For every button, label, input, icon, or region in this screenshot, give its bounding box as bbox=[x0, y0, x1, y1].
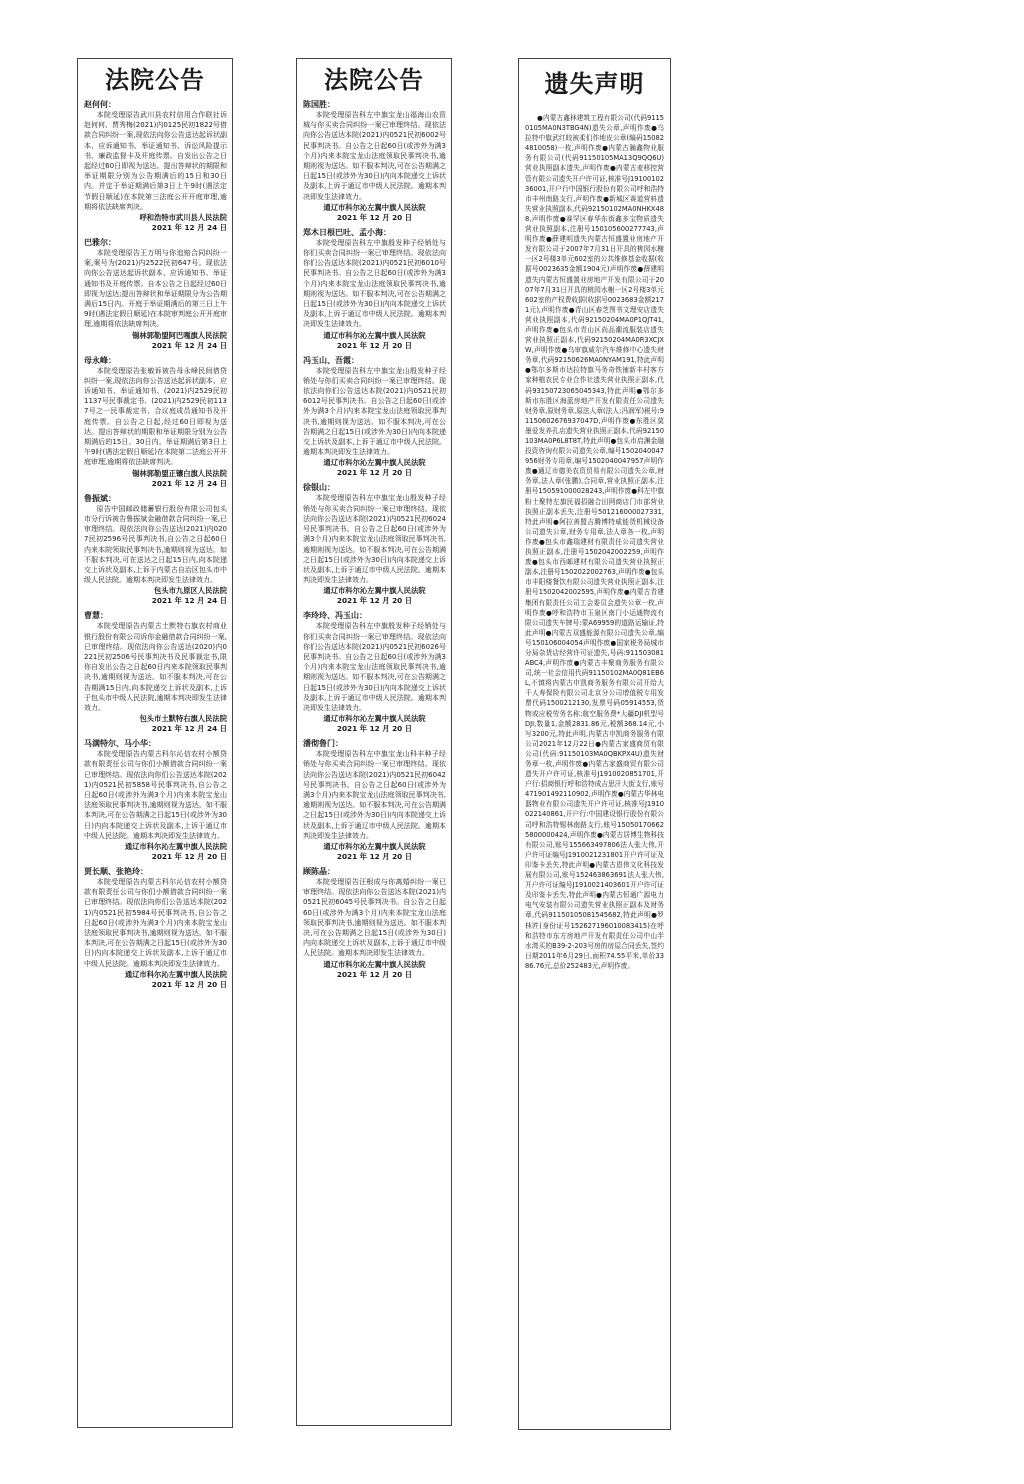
notice-body: 本院受理原告王万明与你追赔合同纠纷一案,案号为(2021)内2522民初647号。现依法向你公告送达起诉状副本、应诉通知书、举证通知书及开庭传票。自本公告之日起经过60日即视为送达;提出答辩状和举证期限分为公告期满后15日内。开庭于举证期满后的第三日上午9时(遇法定假日顺延)在本院审判庭公开开庭审理,逾期将依法缺席判决。 bbox=[84, 249, 227, 329]
notice-date: 2021 年 12 月 24 日 bbox=[151, 223, 227, 233]
notice-court-name: 锡林郭勒盟阿巴嘎旗人民法院 bbox=[132, 330, 227, 340]
notice-court-name: 通辽市科尔沁左翼中旗人民法院 bbox=[323, 458, 426, 468]
notice-date: 2021 年 12 月 24 日 bbox=[151, 340, 227, 350]
court-notice bbox=[297, 610, 451, 734]
notice-body: 本院受理原告科左中旗宝龙山殷发种子经销处与你买卖合同纠纷一案已审理终结。现依法向你公告送达本院(2021)内0521民初6024号民事判决书。自公告之日起60日(或涉外为满3个月)内来本院宝龙山法庭领取民事判决书,逾期则视为送达。如不服本判决,可在公告期满之日起15日(或涉外为30日)内向本院递交上诉状及副本,上诉于通辽市中级人民法院。逾期本判决即发生法律效力。 bbox=[303, 494, 446, 585]
court-notice bbox=[297, 866, 451, 980]
notice-date: 2021 年 12 月 20 日 bbox=[336, 340, 413, 350]
notice-body: 本院受理原告科左中旗宝龙山福海山农资城与你买卖合同纠纷一案已审理终结。现依法向你公告送达本院(2021)内0521民初6002号民事判决书。自公告之日起60日(或涉外为满3个月)内来本院宝龙山法庭领取民事判决书,逾期则视为送达。如不服本判决,可在公告期满之日起15日(或涉外为30日)内向本院递交上诉状及副本,上诉于通辽市中级人民法院。逾期本判决即发生法律效力。 bbox=[303, 111, 446, 201]
court-notice bbox=[78, 99, 232, 233]
notice-court-name: 锡林郭勒盟正镶白旗人民法院 bbox=[132, 468, 227, 478]
court-notice bbox=[297, 99, 451, 223]
notice-addressee: 潘彻鲁门： bbox=[303, 739, 343, 749]
notice-date: 2021 年 12 月 24 日 bbox=[151, 724, 227, 734]
notice-date: 2021 年 12 月 20 日 bbox=[336, 212, 413, 222]
court-notice bbox=[297, 355, 451, 479]
notice-court-name: 通辽市科尔沁左翼中旗人民法院 bbox=[323, 586, 426, 596]
notice-addressee: 郑木日根巴吐、孟小海： bbox=[303, 227, 391, 237]
column-title: 遗失声明 bbox=[544, 70, 645, 98]
notice-date: 2021 年 12 月 24 日 bbox=[151, 478, 227, 488]
notice-addressee: 马满特尔、马小华： bbox=[84, 739, 156, 749]
notice-date: 2021 年 12 月 20 日 bbox=[151, 979, 227, 989]
court-notice bbox=[78, 493, 232, 607]
notice-body: 原告中国邮政储蓄银行股份有限公司包头市分行诉被告鲁振斌金融借款合同纠纷一案,已审理终结。现依法向你公告送达(2021)内0207民初2596号民事判决书,自公告之日起60日内来本院领取民事判决书,逾期则视为送达。如不服本判决,可在送达之日起15日内,向本院递交上诉状及副本,上诉于内蒙古自治区包头市中级人民法院。逾期本判决即发生法律效力。 bbox=[84, 504, 227, 585]
notice-court-name: 通辽市科尔沁左翼中旗人民法院 bbox=[124, 841, 227, 851]
notice-body: 本院受理原告科左中旗殷发种子经销处与你们买卖合同纠纷一案已审理终结。现依法向你们公告送达本院(2021)内0521民初6010号民事判决书。自公告之日起60日(或涉外为满3个月)内来本院宝龙山法庭领取民事判决书,逾期则视为送达。如不服本判决,可在公告期满之日起15日(或涉外为30日)内向本院递交上诉状及副本,上诉于通辽市中级人民法院。逾期本判决即发生法律效力。 bbox=[303, 238, 446, 329]
notice-date: 2021 年 12 月 20 日 bbox=[336, 851, 413, 861]
notice-body: 本院受理原告科左中旗宝龙山科丰种子经销处与你买卖合同纠纷一案已审理终结。现依法向你公告送达本院(2021)内0521民初6042号民事判决书。自公告之日起60日(或涉外为满3个月)内来本院宝龙山法庭领取民事判决书,逾期则视为送达。如不服本判决,可在公告期满之日起15日(或涉外为30日)内向本院递交上诉状及副本,上诉于通辽市中级人民法院。逾期本判决即发生法律效力。 bbox=[303, 750, 446, 840]
notice-addressee: 赵何何： bbox=[84, 100, 116, 109]
notice-date: 2021 年 12 月 24 日 bbox=[151, 596, 227, 606]
notice-body: 本院受理原告内蒙古科尔沁信农村小额贷款有限责任公司与你们小额借款合同纠纷一案已审理终结。现依法向你们公告送达本院(2021)内0521民初5984号民事判决书,自公告之日起60日(或涉外为满3个月)内来本院宝龙山法庭领取民事判决书,逾期则视为送达。如不服本判决,可在公告期满之日起15日(或涉外为30日)内向本院递交上诉状及副本,上诉于通辽市中级人民法院。逾期本判决即发生法律效力。 bbox=[84, 877, 227, 968]
court-notice-column-2 bbox=[296, 58, 452, 1426]
notice-body: 本院受理原告内蒙古土默特右旗农村商业银行股份有限公司诉你金融借款合同纠纷一案,已审理终结。现依法向你公告送达(2020)内0221民初2506号民事判决书及民事裁定书,限你自发出公告之日起60日内来本院领取民事判决书,逾期则视为送达。如不服本判决,可在公告期满15日内,向本院递交上诉状及副本,上诉于包头市中级人民法院,逾期本判决即发生法律效力。 bbox=[84, 622, 227, 712]
notice-date: 2021 年 12 月 20 日 bbox=[151, 851, 227, 861]
notice-addressee: 顾陈晶： bbox=[303, 866, 335, 876]
notice-court-name: 呼和浩特市武川县人民法院 bbox=[139, 213, 227, 223]
court-notice bbox=[78, 237, 232, 351]
notice-date: 2021 年 12 月 20 日 bbox=[336, 468, 413, 478]
column-title: 法院公告 bbox=[105, 66, 205, 94]
notice-body: 本院受理原告汪根成与你离婚纠纷一案已审理终结。现依法向你公告送达本院(2021)内0521民初6045号民事判决书。自公告之日起60日(或涉外为满3个月)内来本院宝龙山法庭领取民事判决书,逾期则视为送达。如不服本判决,可在公告期满之日起15日(或涉外为30日)内向本院递交上诉状及副本,上诉于通辽市中级人民法院。逾期本判决即发生法律效力。 bbox=[303, 877, 446, 958]
notice-addressee: 冯玉山、吾霞： bbox=[303, 355, 359, 365]
court-notice bbox=[78, 738, 232, 862]
notice-date: 2021 年 12 月 20 日 bbox=[336, 596, 413, 606]
notice-body: 本院受理原告武川县农村信用合作联社诉赵何何、贾秀梅(2021)内0125民初1822号借款合同纠纷一案,现依法向你公告送达起诉状副本、应诉通知书、举证通知书、诉讼风险提示书、廉政监督卡及开庭传票。自发出公告之日起经过60日即视为送达。提出答辩状的期限和举证期限分别为公告期满后的15日和30日内。并定于举证期满后第3日上午9时(遇法定节假日顺延)在本院第三法庭公开开庭审理,逾期将依法缺席判决。 bbox=[84, 111, 227, 211]
notice-court-name: 包头市九原区人民法院 bbox=[154, 586, 227, 596]
notice-addressee: 徐银山： bbox=[303, 483, 335, 493]
notice-body: 本院受理原告内蒙古科尔沁信农村小额贷款有限责任公司与你们小额借款合同纠纷一案已审理终结。现依法向你们公告送达本院(2021)内0521民初5858号民事判决书,自公告之日起60日(或涉外为满3个月)内来本院宝龙山法庭领取民事判决书,逾期则视为送达。如不服本判决,可在公告期满之日起15日(或涉外为30日)内向本院递交上诉状及副本,上诉于通辽市中级人民法院。逾期本判决即发生法律效力。 bbox=[84, 750, 227, 840]
notice-date: 2021 年 12 月 20 日 bbox=[336, 724, 413, 734]
notice-addressee: 李玲玲、冯玉山： bbox=[303, 611, 367, 621]
court-notice bbox=[297, 482, 451, 606]
loss-statement-column bbox=[518, 58, 671, 1430]
court-notice bbox=[297, 227, 451, 351]
court-notice-column-1 bbox=[77, 58, 233, 1428]
notice-court-name: 通辽市科尔沁左翼中旗人民法院 bbox=[124, 969, 227, 979]
notice-body: 本院受理原告科左中旗宝龙山殷发种子经销处与你们买卖合同纠纷一案已审理终结。现依法向你们公告送达本院(2021)内0521民初6012号民事判决书。自公告之日起60日(或涉外为满3个月)内来本院宝龙山法庭领取民事判决书,逾期则视为送达。如不服本判决,可在公告期满之日起15日(或涉外为30日)内向本院递交上诉状及副本,上诉于通辽市中级人民法院。逾期本判决即发生法律效力。 bbox=[303, 366, 446, 457]
notice-court-name: 通辽市科尔沁左翼中旗人民法院 bbox=[323, 330, 426, 340]
loss-statement-text: ●内蒙古鑫林建筑工程有限公司(代码91150105MA0N3TBG4N)遗失公章,声明作废●乌拉特中旗武红皎被柔们作地皮公章(编码150824810058)一枚,声明作废●内蒙古瀚鑫物业服务有限公司(代码91150105MA13Q9QQ6U)营业执照副本遗失,声明作废●内蒙古麦移控营管有限公司遗失开户许可证,核准号J1910010236001,开户行中国银行股份有限公司呼和浩特市丰州南路支行,声明作废●新城区赛道营料遗失营业执照副本,代码92150102MA0NHKX488,声明作废●赛罕区春华东街鑫多宝物质遗失营业执照副本,注册号150105600277743,声明作废●薛建明遗失内蒙古恒盛置业房地产开发有限公司于2007年7月31日开具的桃园水榭一区2号楼3单元602室的公共维修基金收据(收据号0023635金额1904元)声明作废●薛建明遗失内蒙古恒盛置业房地产开发有限公司于2007年7月31日开具的桃园水榭一区2号楼3单元602室的产权费收据(收据号0023683金额2171元),声明作废●青山区春芝图书文理安店遗失营业执照副本,代码92150204MA0P1QJT41,声明作废●包头市青山区尚品潮流服装店遗失营业执照正副本,代码92150204MA0R3XCJXW,声明作废●乌审旗威尔汽车维修中心遗失财务章,代码92150626MA0NYAM191,特此声明●鄂尔多斯市达拉特旗马务奇铁铺新丰村客方家种植农民专业合作社遗失营业执照正副本,代码93150723065045343,特此声明●鄂尔多斯市东胜区海蓝房地产开发有限责任公司遗失财务章,原财务章,原法人章(法人:冯润军)税号:91150602676937047D,声明作废●东胜区莫墨爱发养孔店遗失营业执照正副本,代码92150103MA0P6L8T8T,特此声明●包头市启渊金融投资咨询有限公司遗失公章,编号1502040047956财务专用章,编号1502040047957声明作废●通辽市德美农资贸易有限公司遗失公章,财务章,法人章(张鹏),合同章,营业执照正副本,注册号150591000028243,声明作废●科左中旗粉土聚特左旗民福招融合田网商店门市部营业执照正副本丢失,注册号501216000027331,特此声明●阿拉善盟吉腾博特威能货机械设备公司遗失公章,财务专用章,法人章各一枚,声明作废●包头市鑫瑞建材有限责任公司遗失营业执照正副本,注册号1502042002259,声明作废●包头市西邮建材有限公司遗失营业执照正副本,注册号1502022002763,声明作废●包头市丰阳楼餐饮有限公司遗失营业执照正副本,注册号1502042002595,声明作废●内蒙古青建集团有限责任公司工会委员会遗失公章一枚,声明作废●呼和浩特市玉泉区南门小运通物流有限公司遗失车牌号:蒙A69959的道路运输证,特此声明●内蒙古双盛能源有限公司遗失公章,编号150106004054声明作废●国家税务局城市分局杂货店经营许可证遗失,号码:911503081ABC4,声明作废●内蒙古丰聚商务服务有限公司,统一社会信用代码91150102MA0Q81EB6L,不慎将内蒙古申凯商务服务有限公司开给大千人寿保险有限公司北京分公司增值税专用发票代码1500212130,发票号码05914553,货物或应税劳务名称:航空服务费*大疆DJI机型号DJI,数量1,金额2831.86元,税额368.14元,小写3200元,特此声明,内蒙古申凯商务服务有限公司2021年12月22日●内蒙古家盛商贸有限公司(代码:91150103MA0QBKPX4U)遗失财务章一枚,声明作废●内蒙古家盛商贸有限公司遗失开户许可证,核准号J1910020851701,开户行:招商银行呼和浩特成吉思汗大街支行,账号471901492110902,声明作废●内蒙古华林电器物业有限公司遗失开户许可证,核准号J1910022140861,开户行:中国建设银行股份有限公司呼和浩特锡林南路支行,账号150501706625800000424,声明作废●内蒙古居博生物科技有限公司,账号155663497806法人张大伟,开户许可证编号J1910021231801开户许可证及印鉴卡丢失,特此声明●内蒙古恩伟文化科技发展有限公司,账号152463863691法人张大伟,开户许可证编号J1910021403601开户许可证及印鉴卡丢失,特此声明●内蒙古恒通广源电力电气安装有限公司遗失营业执照正副本及财务章,代码91150105081545682,特此声明●罗林匠(身份证号152627196010083415)在呼和浩特市东方房地产开发有限责任公司中山半水湾买的B39-2-203号房的房屋合同丢失,签约日期2011年6月29日,面积74.55平米,单价3386.76元,总价252483元,声明作废。 bbox=[525, 114, 664, 970]
notice-court-name: 通辽市科尔沁左翼中旗人民法院 bbox=[323, 714, 426, 724]
notice-body: 本院受理原告张敏诉被告母永峰民间借贷纠纷一案,现依法向你公告送达起诉状副本、应诉通知书、举证通知书、(2021)内2529民初1137号民事裁定书、(2021)内2529民初1137号之一民事裁定书、合议庭成员通知书及开庭传票。自公告之日起,经过60日即视为送达。提出答辩状的期限和举证期限分别为公告期满后的15日、30日内。举证期满后第3日上午9时(遇法定假日顺延)在本院第二法庭公开开庭审理,逾期将依法缺席判决。 bbox=[84, 366, 227, 467]
notice-court-name: 通辽市科尔沁左翼中旗人民法院 bbox=[323, 841, 426, 851]
notice-addressee: 巴雅尔： bbox=[84, 238, 116, 248]
notice-date: 2021 年 12 月 20 日 bbox=[336, 969, 413, 979]
notice-addressee: 母永峰： bbox=[84, 355, 116, 365]
court-notice bbox=[78, 866, 232, 990]
notice-court-name: 包头市土默特右旗人民法院 bbox=[139, 714, 227, 724]
notice-addressee: 曹慧： bbox=[84, 611, 108, 621]
notice-addressee: 鲁振斌： bbox=[84, 493, 116, 503]
notice-court-name: 通辽市科尔沁左翼中旗人民法院 bbox=[323, 959, 426, 969]
notice-addressee: 陈国胜： bbox=[303, 100, 335, 109]
notice-court-name: 通辽市科尔沁左翼中旗人民法院 bbox=[323, 202, 426, 212]
court-notice bbox=[78, 355, 232, 489]
notice-body: 本院受理原告科左中旗殷发种子经销处与你们买卖合同纠纷一案已审理终结。现依法向你们公告送达本院(2021)内0521民初6026号民事判决书。自公告之日起60日(或涉外为满3个月)内来本院宝龙山法庭领取民事判决书,逾期则视为送达。如不服本判决,可在公告期满之日起15日(或涉外为30日)内向本院递交上诉状及副本,上诉于通辽市中级人民法院。逾期本判决即发生法律效力。 bbox=[303, 622, 446, 712]
column-title: 法院公告 bbox=[324, 66, 424, 94]
court-notice bbox=[297, 738, 451, 862]
notice-addressee: 贾长顺、张艳玲： bbox=[84, 866, 148, 876]
court-notice bbox=[78, 610, 232, 734]
